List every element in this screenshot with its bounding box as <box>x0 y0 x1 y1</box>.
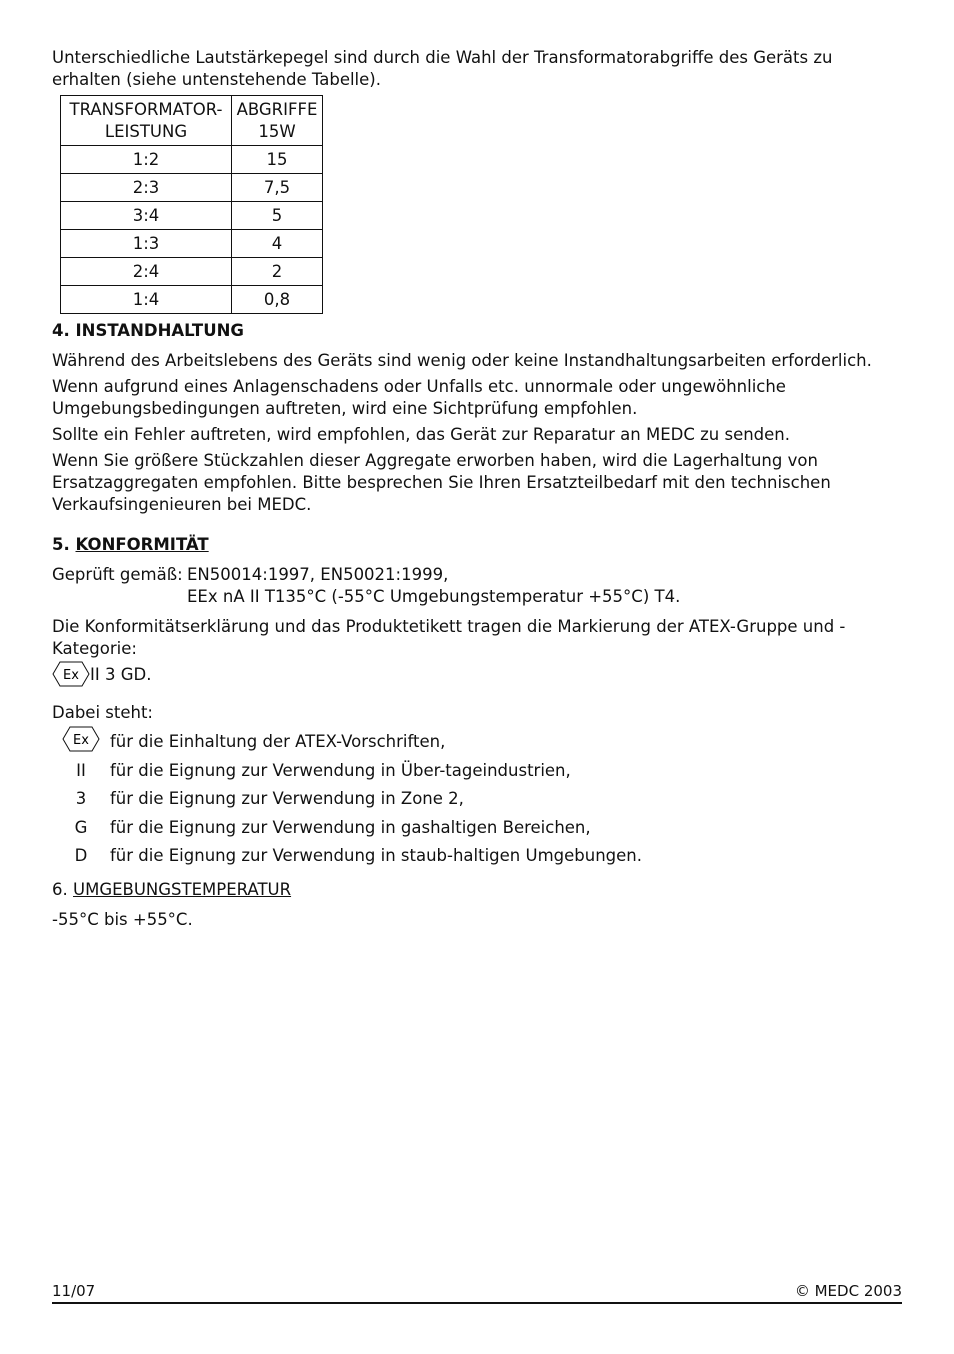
table-header-cell <box>232 96 323 146</box>
legend-item <box>52 842 902 871</box>
legend-text: für die Eignung zur Verwendung in Über-tageindustrien, <box>110 760 571 780</box>
footer-copyright: © MEDC 2003 <box>794 1282 902 1300</box>
table-cell: 2 <box>232 258 323 286</box>
legend-text: für die Eignung zur Verwendung in staub-haltigen Umgebungen. <box>110 846 642 866</box>
legend-text: für die Eignung zur Verwendung in gashaltigen Bereichen, <box>110 817 591 837</box>
table-row <box>61 258 323 286</box>
ex-hexagon-icon <box>62 725 100 753</box>
table-row <box>61 202 323 230</box>
ex-symbol-text: Ex <box>63 668 79 683</box>
marking-legend <box>52 728 902 871</box>
ex-symbol-text: Ex <box>73 733 89 749</box>
table-cell: 0,8 <box>232 286 323 314</box>
legend-symbol: G <box>74 817 88 837</box>
header-line: LEISTUNG <box>104 121 188 141</box>
legend-symbol: D <box>74 846 88 866</box>
table-cell: 5 <box>232 202 323 230</box>
table-row <box>61 230 323 258</box>
table-header-row <box>61 96 323 146</box>
tested-standards <box>187 564 680 608</box>
maintenance-paragraph: Wenn Sie größere Stückzahlen dieser Aggregate erworben haben, wird die Lagerhaltung von Ersatzaggregaten empfohlen. Bitte besprechen Sie Ihren Ersatzteilbedarf mit den technischen Verkaufsingenieuren bei MEDC. <box>52 451 831 514</box>
section-5-heading <box>52 534 902 556</box>
table-cell: 3:4 <box>61 202 232 230</box>
table-cell: 2:3 <box>61 174 232 202</box>
footer-divider <box>52 1302 902 1304</box>
header-line: 15W <box>258 121 296 141</box>
legend-text: für die Eignung zur Verwendung in Zone 2, <box>110 789 464 809</box>
table-cell: 4 <box>232 230 323 258</box>
tested-line: EN50014:1997, EN50021:1999, <box>187 565 449 584</box>
section-5-title: KONFORMITÄT <box>75 535 209 554</box>
intro-paragraph: Unterschiedliche Lautstärkepegel sind durch die Wahl der Transformatorabgriffe des Geräts zu erhalten (siehe untenstehende Tabelle). <box>52 48 833 89</box>
legend-symbol: 3 <box>75 789 87 809</box>
tested-block <box>52 564 902 608</box>
section-4-heading: 4. INSTANDHALTUNG <box>52 321 244 340</box>
table-cell: 15 <box>232 146 323 174</box>
footer-date: 11/07 <box>52 1282 96 1300</box>
legend-symbol <box>52 725 110 759</box>
section-6-heading <box>52 879 902 901</box>
table-row <box>61 286 323 314</box>
table-row <box>61 146 323 174</box>
table-cell: 7,5 <box>232 174 323 202</box>
legend-intro: Dabei steht: <box>52 703 153 722</box>
ex-hexagon-icon <box>52 660 90 694</box>
legend-item <box>52 757 902 786</box>
atex-marking <box>52 660 902 694</box>
transformer-taps-table <box>60 95 323 314</box>
tested-label: Geprüft gemäß: <box>52 565 183 584</box>
table-cell: 2:4 <box>61 258 232 286</box>
section-5-number: 5. <box>52 535 70 554</box>
table-header-cell <box>61 96 232 146</box>
table-cell: 1:4 <box>61 286 232 314</box>
legend-item <box>52 728 902 757</box>
legend-symbol: II <box>76 760 86 780</box>
legend-item <box>52 785 902 814</box>
section-6-number: 6. <box>52 879 68 899</box>
table-row <box>61 174 323 202</box>
declaration-paragraph: Die Konformitätserklärung und das Produktetikett tragen die Markierung der ATEX-Gruppe und -Kategorie: <box>52 617 846 658</box>
header-line: ABGRIFFE <box>236 99 318 119</box>
maintenance-paragraph: Sollte ein Fehler auftreten, wird empfohlen, das Gerät zur Reparatur an MEDC zu senden. <box>52 425 791 444</box>
table-cell: 1:3 <box>61 230 232 258</box>
section-6-title: UMGEBUNGSTEMPERATUR <box>73 879 292 899</box>
tested-line: EEx nA II T135°C (-55°C Umgebungstemperatur +55°C) T4. <box>187 587 681 606</box>
maintenance-paragraph: Wenn aufgrund eines Anlagenschadens oder Unfalls etc. unnormale oder ungewöhnliche Umgebungsbedingungen auftreten, wird eine Sichtprüfung empfohlen. <box>52 377 786 418</box>
maintenance-paragraph: Während des Arbeitslebens des Geräts sind wenig oder keine Instandhaltungsarbeiten erforderlich. <box>52 351 872 370</box>
page-footer <box>52 1280 902 1302</box>
table-cell: 1:2 <box>61 146 232 174</box>
atex-marking-text: II 3 GD. <box>90 665 152 684</box>
legend-text: für die Einhaltung der ATEX-Vorschriften, <box>110 732 446 752</box>
header-line: TRANSFORMATOR- <box>69 99 223 119</box>
temperature-range: -55°C bis +55°C. <box>52 909 193 929</box>
document-page <box>52 47 902 931</box>
legend-item <box>52 814 902 843</box>
